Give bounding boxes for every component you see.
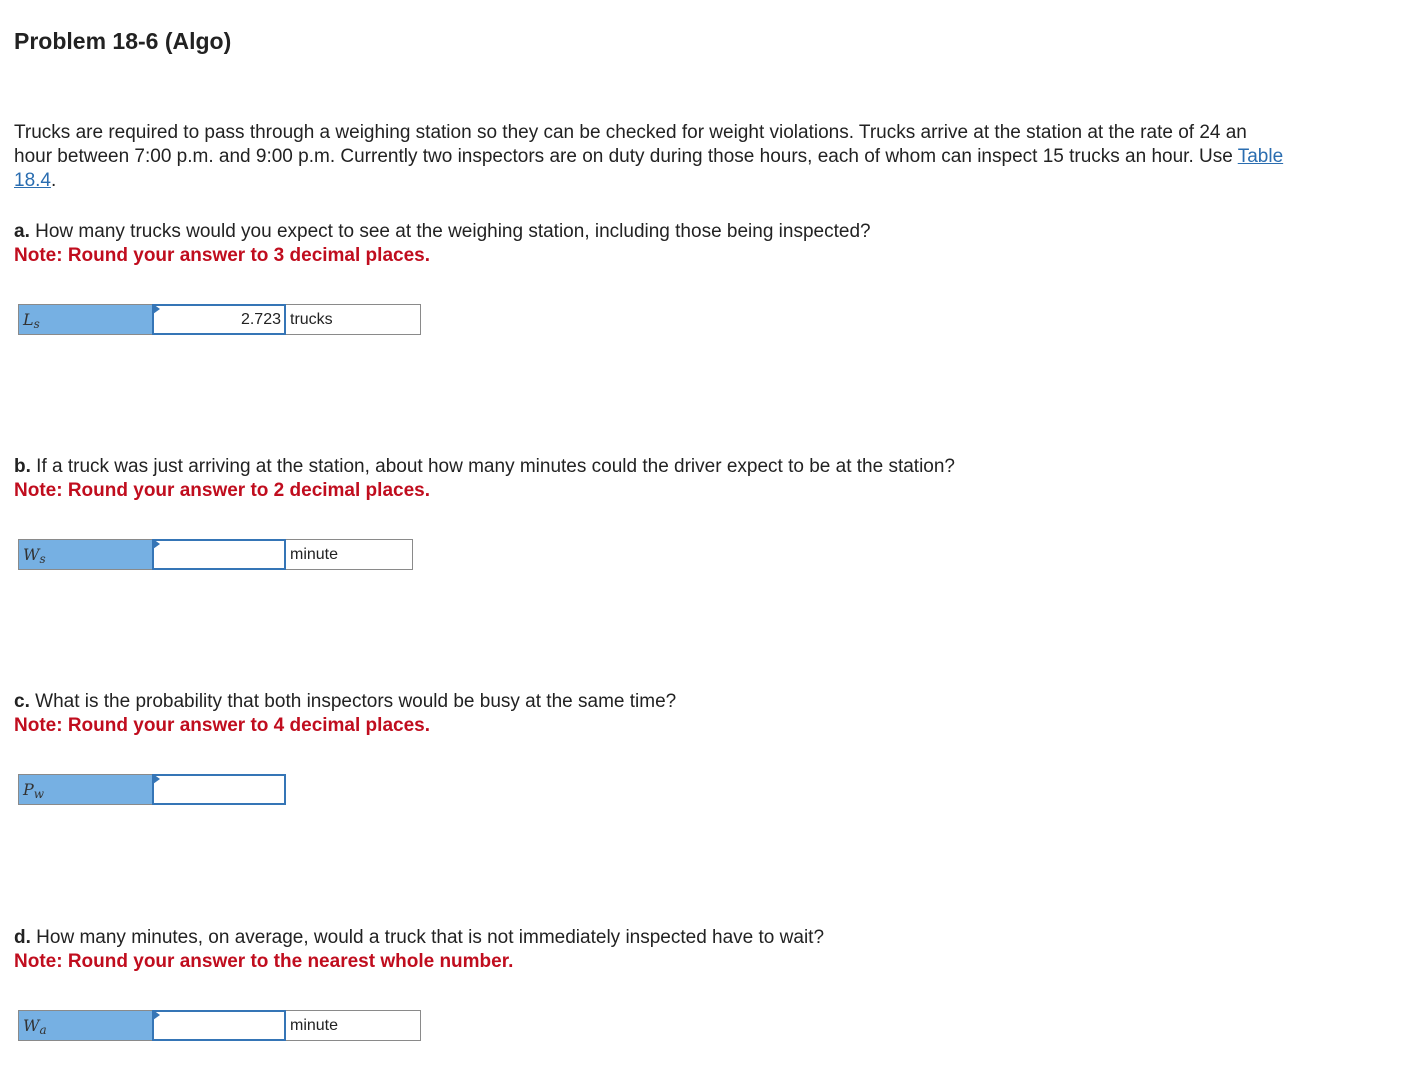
- question-d-note: Note: Round your answer to the nearest whole number.: [14, 951, 514, 972]
- intro-text: Trucks are required to pass through a weighing station so they can be checked for weight violations. Trucks arrive at the station at the rate of 24 an hour between 7:00 p.m. and 9:00 p.m. Currently two inspectors are on duty during those hours, each of whom can inspect 15 trucks an hour. Use: [14, 122, 1247, 167]
- question-a-note: Note: Round your answer to 3 decimal places.: [14, 245, 430, 266]
- question-b-prompt: If a truck was just arriving at the station, about how many minutes could the driver expect to be at the station?: [30, 456, 955, 477]
- answer-b-unit: minute: [286, 539, 413, 570]
- answer-a-input-wrap: [152, 304, 286, 335]
- question-d-text: [14, 926, 824, 950]
- flag-marker-icon: [153, 1010, 160, 1020]
- intro-end: .: [50, 170, 57, 191]
- question-c-text: [14, 690, 676, 714]
- question-b-note: Note: Round your answer to 2 decimal places.: [14, 480, 430, 501]
- answer-row-a: [18, 304, 421, 335]
- answer-c-label: [18, 774, 152, 805]
- question-b-letter: b.: [14, 456, 31, 477]
- answer-a-label-main: L: [23, 310, 34, 329]
- answer-d-input[interactable]: [154, 1012, 284, 1039]
- answer-b-label-sub: s: [39, 552, 46, 566]
- answer-c-input[interactable]: [154, 776, 284, 803]
- question-c-prompt: What is the probability that both inspectors would be busy at the same time?: [29, 691, 677, 712]
- answer-d-label-main: W: [23, 1016, 40, 1035]
- answer-d-input-wrap: [152, 1010, 286, 1041]
- question-c-note: Note: Round your answer to 4 decimal places.: [14, 715, 430, 736]
- answer-row-b: [18, 539, 413, 570]
- answer-b-input[interactable]: [154, 541, 284, 568]
- answer-b-input-wrap: [152, 539, 286, 570]
- flag-marker-icon: [153, 774, 160, 784]
- answer-a-unit: trucks: [286, 304, 421, 335]
- question-a-letter: a.: [14, 221, 30, 242]
- answer-row-c: [18, 774, 286, 805]
- answer-b-label-main: W: [23, 545, 40, 564]
- question-a-prompt: How many trucks would you expect to see at the weighing station, including those being inspected?: [29, 221, 871, 242]
- question-b-text: [14, 455, 955, 479]
- answer-d-label: [18, 1010, 152, 1041]
- answer-b-label: [18, 539, 152, 570]
- flag-marker-icon: [153, 539, 160, 549]
- answer-c-input-wrap: [152, 774, 286, 805]
- answer-c-label-sub: w: [33, 787, 45, 801]
- flag-marker-icon: [153, 304, 160, 314]
- question-a-text: [14, 220, 871, 244]
- answer-row-d: [18, 1010, 421, 1041]
- problem-title: Problem 18-6 (Algo): [14, 28, 232, 54]
- answer-a-label: [18, 304, 152, 335]
- question-d-prompt: How many minutes, on average, would a truck that is not immediately inspected have to wait?: [30, 927, 825, 948]
- answer-d-unit: minute: [286, 1010, 421, 1041]
- answer-a-label-sub: s: [33, 317, 40, 331]
- answer-a-input[interactable]: [154, 306, 284, 333]
- question-c-letter: c.: [14, 691, 30, 712]
- answer-d-label-sub: a: [39, 1023, 47, 1037]
- table-18-4-link[interactable]: Table 18.4: [14, 146, 1284, 191]
- problem-intro: [14, 121, 1284, 193]
- question-d-letter: d.: [14, 927, 31, 948]
- answer-c-label-main: P: [23, 780, 34, 799]
